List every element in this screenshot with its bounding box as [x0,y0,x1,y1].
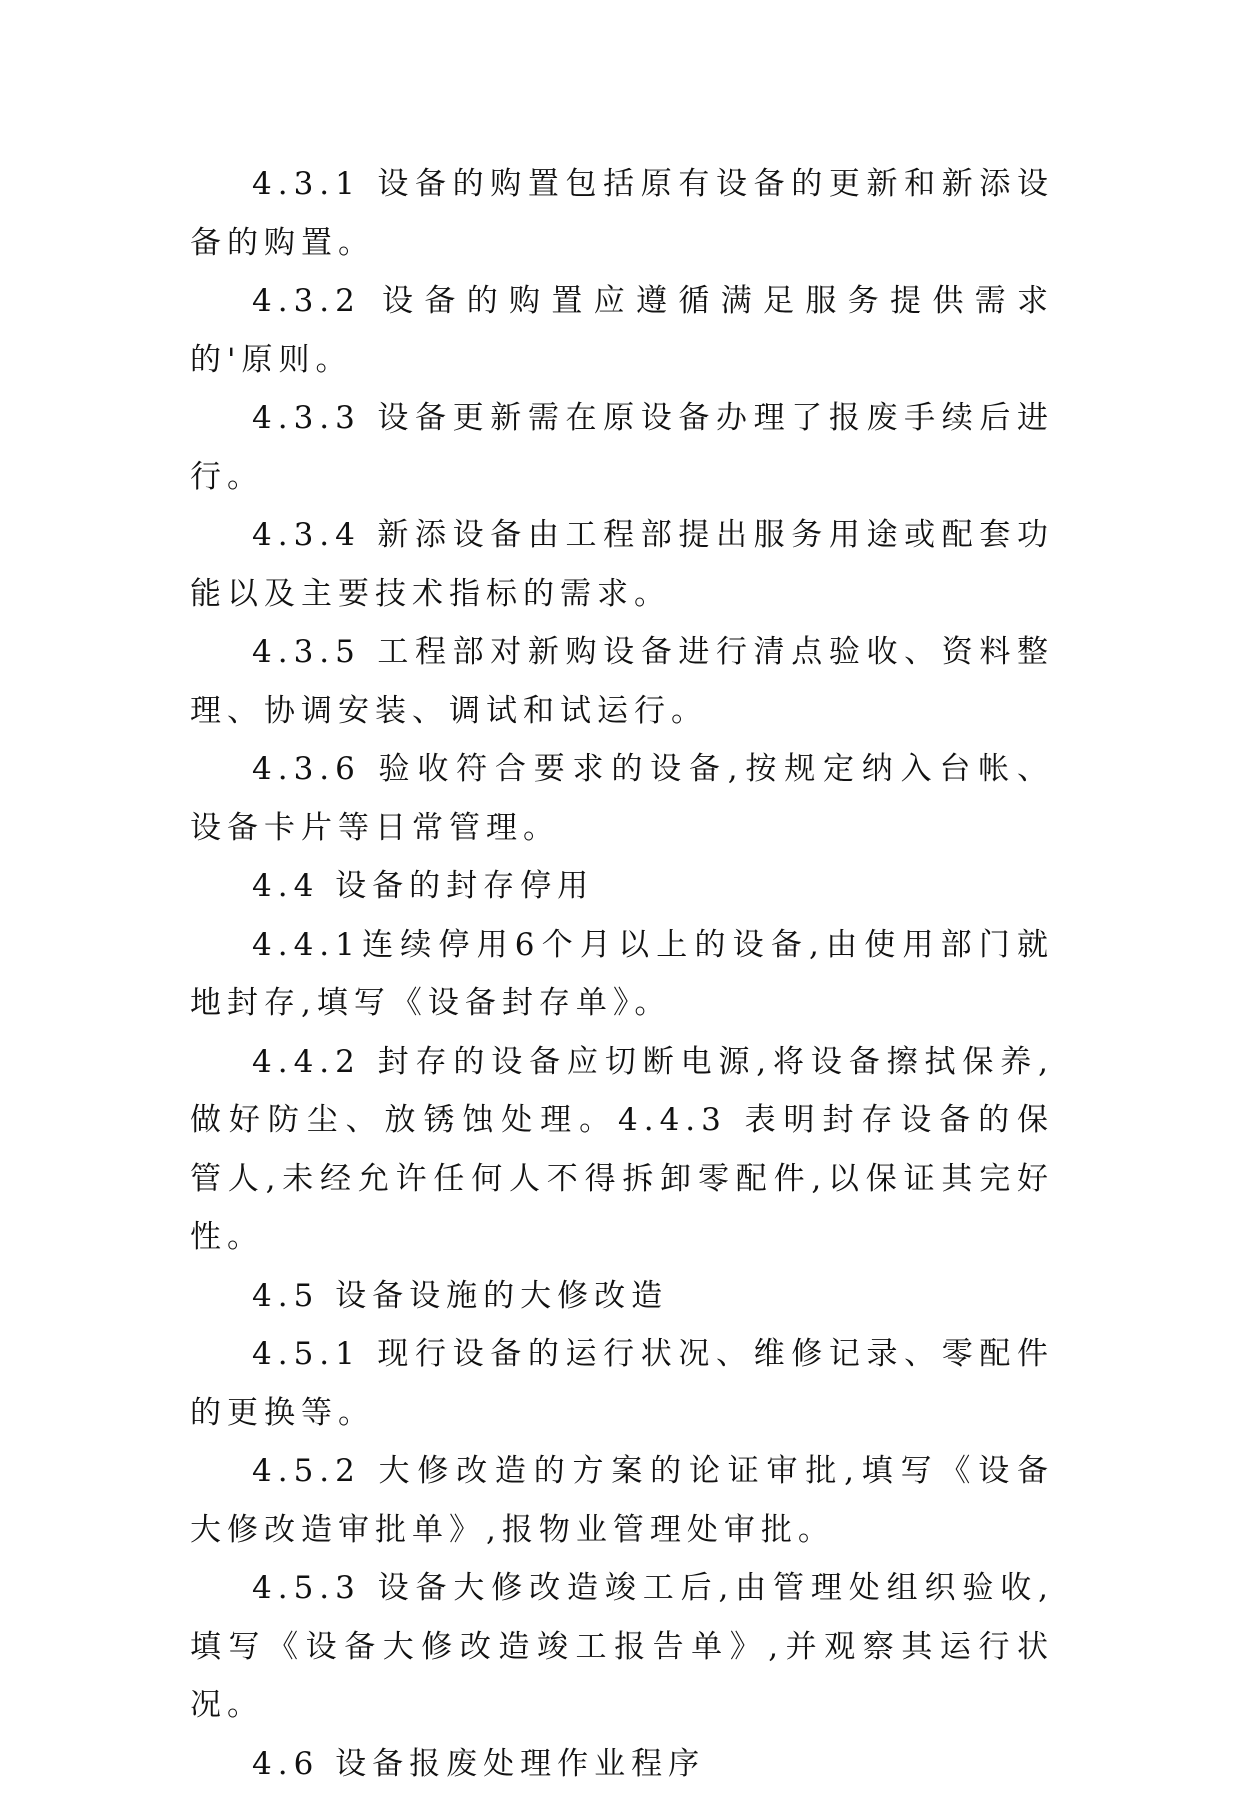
paragraph-4-3-6: 4.3.6 验收符合要求的设备,按规定纳入台帐、设备卡片等日常管理。 [190,740,1054,857]
paragraph-4-3-3: 4.3.3 设备更新需在原设备办理了报废手续后进行。 [190,389,1054,506]
paragraph-4-4-1: 4.4.1连续停用6个月以上的设备,由使用部门就地封存,填写《设备封存单》。 [190,916,1054,1033]
paragraph-4-5-1: 4.5.1 现行设备的运行状况、维修记录、零配件的更换等。 [190,1325,1054,1442]
section-heading-4-4: 4.4 设备的封存停用 [190,857,1054,916]
paragraph-4-5-2: 4.5.2 大修改造的方案的论证审批,填写《设备大修改造审批单》,报物业管理处审批。 [190,1442,1054,1559]
paragraph-4-3-5: 4.3.5 工程部对新购设备进行清点验收、资料整理、协调安装、调试和试运行。 [190,623,1054,740]
paragraph-4-4-2: 4.4.2 封存的设备应切断电源,将设备擦拭保养,做好防尘、放锈蚀处理。4.4.3 表明封存设备的保管人,未经允许任何人不得拆卸零配件,以保证其完好性。 [190,1033,1054,1267]
section-heading-4-6: 4.6 设备报废处理作业程序 [190,1735,1054,1793]
section-heading-4-5: 4.5 设备设施的大修改造 [190,1267,1054,1326]
paragraph-4-3-1: 4.3.1 设备的购置包括原有设备的更新和新添设备的购置。 [190,155,1054,272]
paragraph-4-3-2: 4.3.2 设备的购置应遵循满足服务提供需求的'原则。 [190,272,1054,389]
paragraph-4-5-3: 4.5.3 设备大修改造竣工后,由管理处组织验收,填写《设备大修改造竣工报告单》,并观察其运行状况。 [190,1559,1054,1735]
paragraph-4-3-4: 4.3.4 新添设备由工程部提出服务用途或配套功能以及主要技术指标的需求。 [190,506,1054,623]
document-body [190,155,1054,1793]
